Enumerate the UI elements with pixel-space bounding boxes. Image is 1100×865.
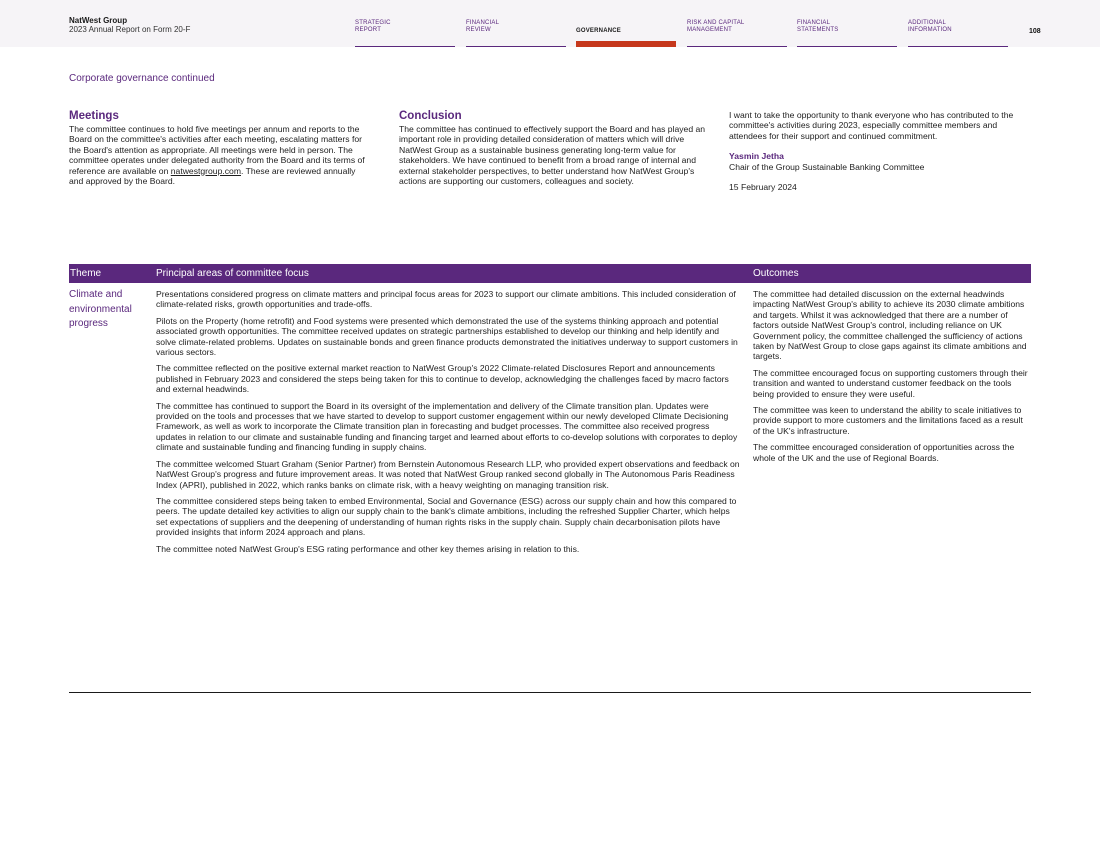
table-header-row bbox=[69, 264, 1031, 283]
meetings-heading: Meetings bbox=[69, 110, 119, 122]
focus-paragraph: Presentations considered progress on climate matters and principal focus areas for 2023 to support our climate ambitions. This included consideration of climate-related risks, growth opportunities and trade-offs. bbox=[156, 289, 736, 310]
nav-label-line2: REPORT bbox=[355, 27, 382, 33]
page-number: 108 bbox=[1029, 28, 1041, 35]
report-name: 2023 Annual Report on Form 20-F bbox=[69, 25, 191, 34]
nav-label-line2: MANAGEMENT bbox=[687, 27, 733, 33]
nav-governance[interactable] bbox=[576, 20, 676, 47]
conclusion-heading: Conclusion bbox=[399, 110, 462, 122]
page-header bbox=[0, 0, 1100, 47]
outcome-paragraph: The committee had detailed discussion on the external headwinds impacting NatWest Group's ability to achieve its 2030 climate ambitions and targets. Whilst it was acknowledged that there are a number of factors outside NatWest Group's control, including reliance on UK Government policy, the committee challenged the sufficiency of actions taken by NatWest Group to close gaps against its climate ambitions and targets. bbox=[753, 289, 1027, 362]
focus-paragraph: The committee considered steps being taken to embed Environmental, Social and Governance (ESG) across our supply chain and how this compared to peers. The update detailed key activities to align our supply chain to the bank's climate ambitions, including the refreshed Supplier Charter, which helps set expectations of suppliers and the deepening of understanding of human rights risks in the supply chain. Supply chain decarbonisation pilots have provided insights that inform 2024 approach and plans. bbox=[156, 495, 737, 538]
section-title: Corporate governance continued bbox=[69, 73, 215, 84]
focus-paragraph: The committee reflected on the positive external market reaction to NatWest Group's 2022 Climate-related Disclosures Report and announcements published in February 2023 and considered the steps being taken for this to continue to develop, acknowledging the challenges faced by macro factors and external headwinds. bbox=[156, 363, 729, 395]
focus-cell bbox=[156, 289, 741, 560]
outcome-paragraph: The committee encouraged focus on supporting customers through their transition and wanted to understand customer feedback on the tools being provided to ensure they were useful. bbox=[753, 367, 1028, 399]
focus-paragraph: Pilots on the Property (home retrofit) and Food systems were presented which demonstrated the use of the systems thinking approach and potential associated growth opportunities. The committee received updates on strategic partnerships established to develop our thinking and help identify and solve climate-related problems. Updates on sustainable bonds and green finance products demonstrated the initiatives underway to support customers in various sectors. bbox=[156, 315, 738, 358]
nav-label-line1: FINANCIAL bbox=[797, 20, 831, 26]
meetings-text-after-link: . These are reviewed annually and approved by the Board. bbox=[69, 165, 356, 187]
signature-date: 15 February 2024 bbox=[729, 182, 797, 193]
committee-focus-table bbox=[69, 264, 1031, 554]
meetings-text-before-link: The committee continues to hold five meetings per annum and reports to the Board on the committee's activities after each meeting, escalating matters for the Board's attention as appropriate. All meetings were held in person. The committee operates under delegated authority from the Board and its terms of reference are available on bbox=[69, 124, 365, 176]
nav-label-line1: RISK AND CAPITAL bbox=[687, 20, 745, 26]
outcome-paragraph: The committee was keen to understand the ability to scale initiatives to provide support to more customers and the limitations faced as a result of the UK's infrastructure. bbox=[753, 405, 1023, 436]
nav-label-line2: REVIEW bbox=[466, 27, 491, 33]
focus-paragraph: The committee welcomed Stuart Graham (Senior Partner) from Bernstein Autonomous Research LLP, who provided expert observations and feedback on NatWest Group's progress and future improvement areas. It was noted that NatWest Group ranked second globally in The Autonomous Paris Readiness Index (APRI), published in 2022, which ranks banks on climate risk, with a heavy weighting on managing transition risk. bbox=[156, 458, 740, 490]
header-focus: Principal areas of committee focus bbox=[156, 268, 309, 279]
nav-financial-review[interactable] bbox=[466, 20, 566, 47]
conclusion-text: The committee has continued to effectively support the Board and has played an important role in providing detailed consideration of matters which will drive NatWest Group as a sustainable business generating long-term value for stakeholders. We have continued to benefit from a broad range of internal and external stakeholder perspectives, to better understand how NatWest Group's actions are supporting our customers, colleagues and society. bbox=[399, 124, 706, 187]
closing-section bbox=[729, 110, 1029, 202]
nav-label-line1: ADDITIONAL bbox=[908, 20, 947, 26]
nav-label-line2: INFORMATION bbox=[908, 27, 952, 33]
table-bottom-rule bbox=[69, 692, 1031, 693]
nav-label-line1: STRATEGIC bbox=[355, 20, 391, 26]
header-theme: Theme bbox=[70, 268, 102, 279]
nav-label-line2: STATEMENTS bbox=[797, 27, 839, 33]
header-outcomes: Outcomes bbox=[753, 268, 799, 279]
focus-paragraph: The committee noted NatWest Group's ESG rating performance and other key themes arising in relation to this. bbox=[156, 543, 580, 554]
nav-financial-statements[interactable] bbox=[797, 20, 897, 47]
conclusion-section bbox=[399, 110, 707, 196]
theme-cell: Climate and environmental progress bbox=[69, 289, 132, 329]
nav-label-line1: FINANCIAL bbox=[466, 20, 500, 26]
outcomes-cell bbox=[753, 289, 1031, 469]
brand-block bbox=[69, 16, 190, 34]
closing-thanks: I want to take the opportunity to thank everyone who has contributed to the committee's activities during 2023, especially committee members and attendees for their support and continued commitment. bbox=[729, 110, 1014, 141]
signatory-role: Chair of the Group Sustainable Banking Committee bbox=[729, 161, 925, 172]
company-name: NatWest Group bbox=[69, 16, 128, 25]
nav-label-line1: GOVERNANCE bbox=[576, 28, 622, 34]
nav-strategic-report[interactable] bbox=[355, 20, 455, 47]
signatory-name: Yasmin Jetha bbox=[729, 151, 784, 162]
outcome-paragraph: The committee encouraged consideration of opportunities across the whole of the UK and the use of Regional Boards. bbox=[753, 442, 1015, 463]
focus-paragraph: The committee has continued to support the Board in its oversight of the implementation and delivery of the Climate transition plan. Updates were provided on the tools and processes that we have started to develop to support customer engagement within our newly developed Climate Decisioning Framework, as well as work to incorporate the Climate transition plan in forecasting and budget processes. The committee also received progress updates in relation to our climate and sustainable funding and financing target and learned about efforts to co-develop solutions with corporates to deploy climate and sustainable funding and financing funding in supply chains. bbox=[156, 400, 738, 453]
natwestgroup-link[interactable]: natwestgroup.com bbox=[170, 165, 241, 176]
meetings-section bbox=[69, 110, 371, 196]
meetings-text bbox=[69, 124, 371, 186]
nav-risk-capital-management[interactable] bbox=[687, 20, 787, 47]
nav-additional-information[interactable] bbox=[908, 20, 1008, 47]
